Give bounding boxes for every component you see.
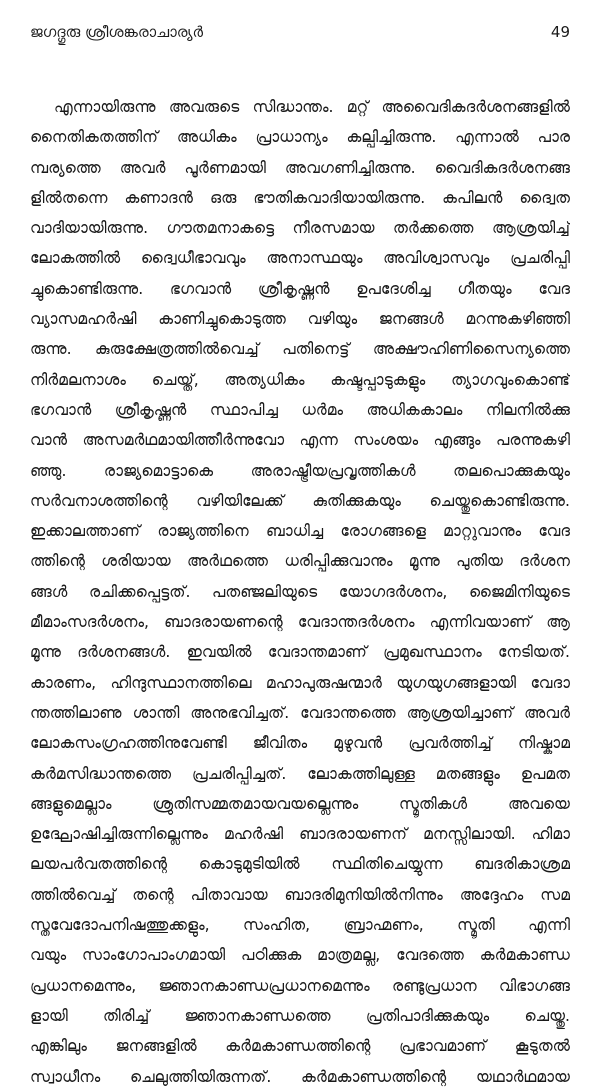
- text-line: കർമസിദ്ധാന്തത്തെ പ്രചരിപ്പിച്ചത്. ലോകത്തിലുള്ള മതങ്ങളും ഉപമത: [30, 764, 570, 783]
- text-line: എങ്കിലും ജനങ്ങളിൽ കർമകാണ്ഡത്തിന്റെ പ്രഭാവമാണ് കൂടുതൽ: [30, 1037, 570, 1056]
- text-line: ലോകത്തിൽ ദ്വൈധീഭാവവും അനാസ്ഥയും അവിശ്വാസവും പ്രചരിപ്പി: [30, 249, 570, 268]
- text-line: ത്തിന്റെ ശരിയായ അർഥത്തെ ധരിപ്പിക്കുവാനും മൂന്നു പുതിയ ദർശന: [30, 552, 570, 571]
- text-line: ഞ്ഞു. രാജ്യമൊട്ടാകെ അരാഷ്ട്രീയപ്രവൃത്തികൾ തലപൊക്കുകയും: [30, 461, 570, 480]
- text-line: പ്രധാനമെന്നും, ജ്ഞാനകാണ്ഡപ്രധാനമെന്നും രണ്ടുപ്രധാന വിഭാഗങ്ങ: [30, 976, 570, 995]
- text-line: ലയപർവതത്തിന്റെ കൊടുമുടിയിൽ സ്ഥിതിചെയ്യുന്ന ബദരികാശ്രമ: [30, 855, 570, 874]
- body-text: [30, 92, 570, 1092]
- text-line: വാൻ അസമർഥമായിത്തീർന്നുവോ എന്ന സംശയം എങ്ങും പരന്നുകഴി: [30, 431, 570, 450]
- running-title: ജഗദ്ഗുരു ശ്രീശങ്കരാചാര്യർ: [30, 23, 203, 41]
- text-line: വയും സാംഗോപാംഗമായി പഠിക്കുക മാത്രമല്ല, വേദത്തെ കർമകാണ്ഡ: [30, 946, 570, 965]
- text-line: ളായി തിരിച്ച് ജ്ഞാനകാണ്ഡത്തെ പ്രതിപാദിക്കുകയും ചെയ്തു.: [30, 1006, 570, 1025]
- text-line: മീമാംസദർശനം, ബാദരായണന്റെ വേദാന്തദർശനം എന്നിവയാണ് ആ: [30, 613, 570, 632]
- text-line: ങ്ങളുമെല്ലാം ശ്രുതിസമ്മതമായവയല്ലെന്നും സ്മൃതികൾ അവയെ: [30, 794, 570, 813]
- text-line: ഉദ്ഘോഷിച്ചിരുന്നില്ലെന്നും മഹർഷി ബാദരായണന് മനസ്സിലായി. ഹിമാ: [30, 825, 570, 844]
- text-line: മ്പര്യത്തെ അവർ പൂർണമായി അവഗണിച്ചിരുന്നു. വൈദികദർശനങ്ങ: [30, 158, 570, 177]
- page-number: 49: [550, 23, 570, 41]
- text-line: വാദിയായിരുന്നു. ഗൗതമനാകട്ടെ നീരസമായ തർക്കത്തെ ആശ്രയിച്ച്: [30, 219, 570, 238]
- text-line: ന്തത്തിലാണു ശാന്തി അനുഭവിച്ചത്. വേദാന്തത്തെ ആശ്രയിച്ചാണ് അവർ: [30, 703, 570, 722]
- text-line: സ്തവേദോപനിഷത്തുക്കളും, സംഹിത, ബ്രാഹ്മണം, സ്മൃതി എന്നി: [30, 916, 570, 935]
- text-line: ത്തിൽവെച്ച് തന്റെ പിതാവായ ബാദരിമുനിയിൽനിന്നും അദ്ദേഹം സമ: [30, 885, 570, 904]
- text-line: രുന്നു. കുരുക്ഷേത്രത്തിൽവെച്ച് പതിനെട്ട് അക്ഷൗഹിണിസൈന്യത്തെ: [30, 340, 570, 359]
- text-line: സ്വാധീനം ചെലുത്തിയിരുന്നത്. കർമകാണ്ഡത്തിന്റെ യഥാർഥമായ: [30, 1067, 570, 1086]
- text-line: സർവനാശത്തിന്റെ വഴിയിലേക്ക് കുതിക്കുകയും ചെയ്തുകൊണ്ടിരുന്നു.: [30, 491, 570, 510]
- text-line: ഭഗവാൻ ശ്രീകൃഷ്ണൻ സ്ഥാപിച്ച ധർമം അധികകാലം നിലനിൽക്കു: [30, 400, 570, 419]
- text-line: നിർമലനാശം ചെയ്ത്, അത്യധികം കഷ്ടപ്പാടുകളും ത്യാഗവുംകൊണ്ട്: [30, 370, 570, 389]
- text-line: ളിൽതന്നെ കണാദൻ ഒരു ഭൗതികവാദിയായിരുന്നു. കപിലൻ ദ്വൈത: [30, 188, 570, 207]
- text-line: നൈതികതത്തിന് അധികം പ്രാധാന്യം കല്പിച്ചിരുന്നു. എന്നാൽ പാര: [30, 128, 570, 147]
- text-line: എന്നായിരുന്നു അവരുടെ സിദ്ധാന്തം. മറ്റ് അവൈദികദർശനങ്ങളിൽ: [54, 98, 570, 116]
- text-line: ങ്ങൾ രചിക്കപ്പെട്ടത്. പതഞ്ജലിയുടെ യോഗദർശനം, ജൈമിനിയുടെ: [30, 582, 570, 601]
- text-line: വ്യാസമഹർഷി കാണിച്ചുകൊടുത്ത വഴിയും ജനങ്ങൾ മറന്നുകഴിഞ്ഞി: [30, 310, 570, 329]
- text-line: കാരണം, ഹിന്ദുസ്ഥാനത്തിലെ മഹാപുരുഷന്മാർ യുഗയുഗങ്ങളായി വേദാ: [30, 673, 570, 692]
- text-line: ഇക്കാലത്താണ് രാജ്യത്തിനെ ബാധിച്ച രോഗങ്ങളെ മാറ്റുവാനും വേദ: [30, 522, 570, 541]
- text-line: ലോകസംഗ്രഹത്തിനുവേണ്ടി ജീവിതം മുഴുവൻ പ്രവർത്തിച്ച് നിഷ്കാമ: [30, 734, 570, 753]
- text-line: മൂന്നു ദർശനങ്ങൾ. ഇവയിൽ വേദാന്തമാണ് പ്രമുഖസ്ഥാനം നേടിയത്.: [30, 643, 570, 662]
- text-line: ച്ചുകൊണ്ടിരുന്നു. ഭഗവാൻ ശ്രീകൃഷ്ണൻ ഉപദേശിച്ച ഗീതയും വേദ: [30, 279, 570, 298]
